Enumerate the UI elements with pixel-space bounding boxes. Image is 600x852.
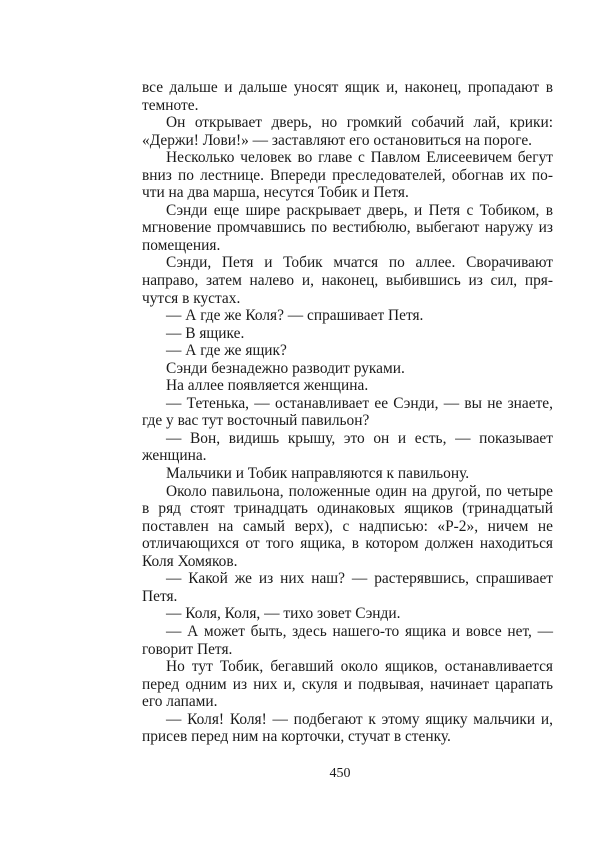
dialogue-line: — Вон, видишь крышу, это он и есть, — показывает женщина. [142, 429, 553, 465]
paragraph: Но тут Тобик, бегавший около ящиков, останавливается перед одним из них и, скуля и подвывая, начинает царапать его лапами. [142, 658, 553, 711]
paragraph: все дальше и дальше уносят ящик и, наконец, пропадают в темноте. [142, 79, 553, 114]
paragraph: Около павильона, положенные один на другой, по четыре в ряд стоят тринадцать одинаковых ящиков (тринадцатый поставлен на самый верх), с надписью: «Р-2», ничем не отличающихся от того ящика, в котором должен находиться Коля Хомяков. [142, 482, 553, 570]
paragraph: Несколько человек во главе с Павлом Елисеевичем бегут вниз по лестнице. Впереди преследователей, обогнав их почти на два марша, несутся Тобик и Петя. [142, 149, 553, 202]
dialogue-line: — Какой же из них наш? — растерявшись, спрашивает Петя. [142, 570, 553, 605]
paragraph: Сэнди безнадежно разводит руками. [166, 359, 405, 377]
page-number: 450 [329, 766, 351, 781]
paragraph: Сэнди, Петя и Тобик мчатся по аллее. Сворачивают направо, затем налево и, наконец, выбившись из сил, прячутся в кустах. [142, 254, 553, 307]
dialogue-line: — Коля, Коля, — тихо зовет Сэнди. [166, 605, 401, 623]
paragraph: Мальчики и Тобик направляются к павильону. [166, 465, 470, 483]
dialogue-line: — А где же ящик? [166, 342, 287, 360]
dialogue-line: — Тетенька, — останавливает ее Сэнди, — вы не знаете, где у вас тут восточный павильон? [142, 394, 553, 430]
dialogue-line: — Коля! Коля! — подбегают к этому ящику мальчики и, присев перед ним на корточки, стучат в стенку. [142, 710, 553, 746]
dialogue-line: — А может быть, здесь нашего-то ящика и вовсе нет, — говорит Петя. [142, 622, 553, 658]
paragraph: Сэнди еще шире раскрывает дверь, и Петя с Тобиком, в мгновение промчавшись по вестибюлю, выбегают наружу из помещения. [142, 201, 553, 254]
paragraph: На аллее появляется женщина. [166, 377, 369, 395]
dialogue-line: — А где же Коля? — спрашивает Петя. [166, 307, 424, 325]
page-body [142, 79, 553, 746]
paragraph: Он открывает дверь, но громкий собачий лай, крики: «Держи! Лови!» — заставляют его остановиться на пороге. [142, 114, 553, 149]
dialogue-line: — В ящике. [166, 324, 245, 342]
